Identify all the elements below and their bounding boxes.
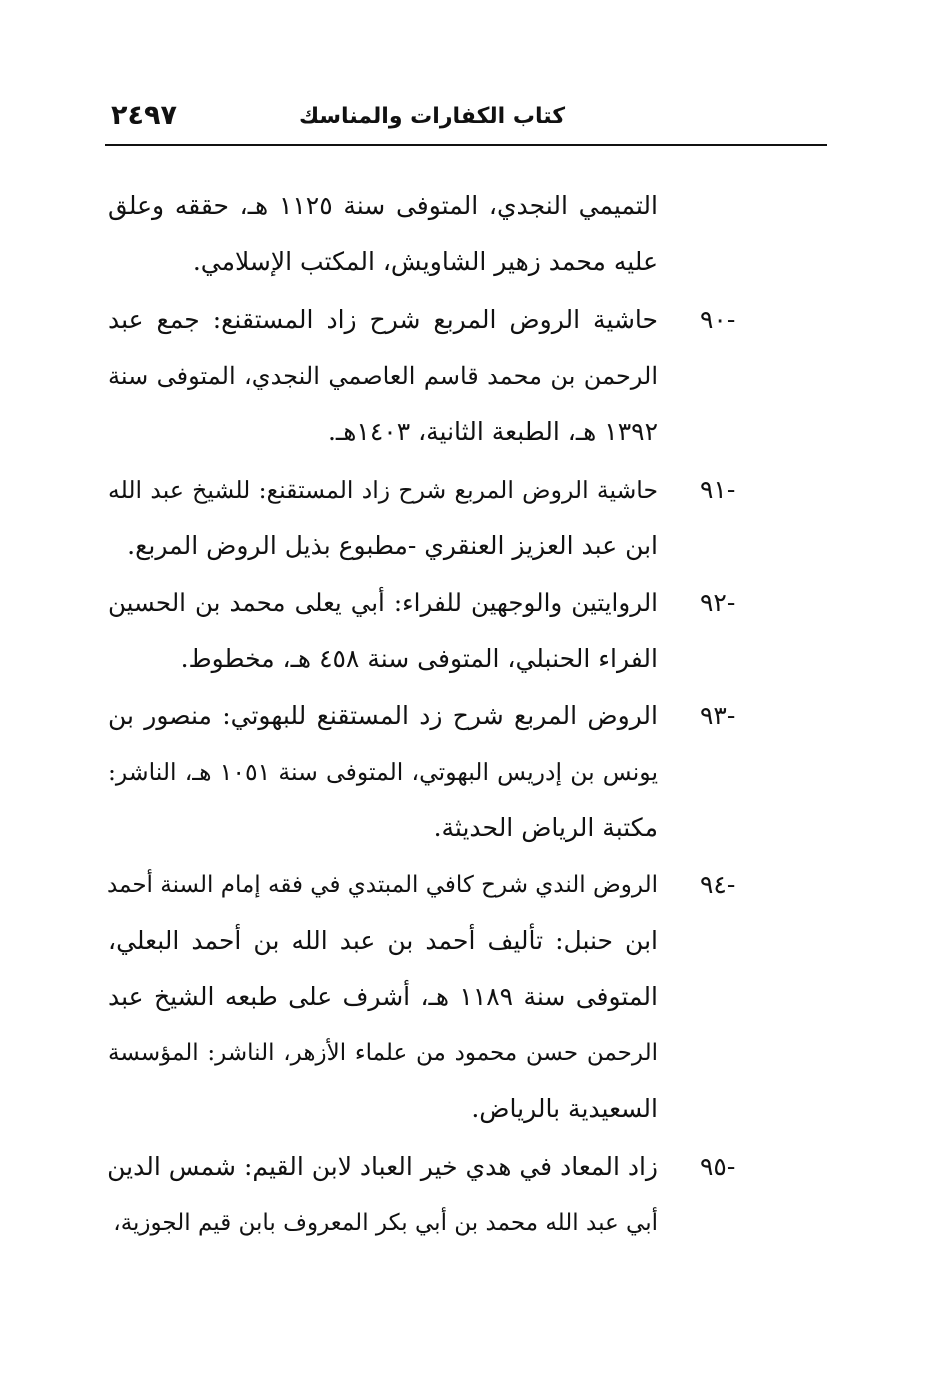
entry-line: المتوفى سنة ١١٨٩ هـ، أشرف على طبعه الشيخ عبد: [108, 982, 658, 1011]
entry-number: -٩٤: [700, 870, 736, 899]
continuation-line: التميمي النجدي، المتوفى سنة ١١٢٥ هـ، حققه وعلق: [108, 191, 658, 220]
entry-line: مكتبة الرياض الحديثة.: [433, 813, 658, 842]
entry-line: الرحمن بن محمد قاسم العاصمي النجدي، المتوفى سنة: [108, 362, 658, 390]
entry-line: الفراء الحنبلي، المتوفى سنة ٤٥٨ هـ، مخطوط.: [180, 644, 658, 673]
entry-number: -٩٠: [700, 305, 736, 334]
page-number: ٢٤٩٧: [111, 100, 177, 131]
entry-number: -٩١: [700, 475, 736, 504]
entry-line: الروايتين والوجهين للفراء: أبي يعلى محمد بن الحسين: [108, 588, 658, 617]
entry-number: -٩٢: [700, 588, 736, 617]
entry-line: يونس بن إدريس البهوتي، المتوفى سنة ١٠٥١ هـ، الناشر:: [108, 758, 658, 786]
entry-line: حاشية الروض المربع شرح زاد المستقنع: للشيخ عبد الله: [108, 476, 658, 504]
entry-line: ابن عبد العزيز العنقري -مطبوع بذيل الروض المربع.: [127, 531, 658, 560]
entry-line: الروض الندي شرح كافي المبتدي في فقه إمام السنة أحمد: [106, 872, 658, 898]
entry-line: ابن حنبل: تأليف أحمد بن عبد الله بن أحمد البعلي،: [108, 926, 658, 955]
entry-line: زاد المعاد في هدي خير العباد لابن القيم: شمس الدين: [107, 1152, 658, 1181]
entry-number: -٩٥: [700, 1152, 736, 1181]
entry-line: الروض المربع شرح زد المستقنع للبهوتي: منصور بن: [108, 701, 658, 730]
entry-line: أبي عبد الله محمد بن أبي بكر المعروف بابن قيم الجوزية،: [113, 1210, 658, 1236]
entry-line: ١٣٩٢ هـ، الطبعة الثانية، ١٤٠٣هـ.: [327, 417, 658, 446]
running-title: كتاب الكفارات والمناسك: [298, 104, 565, 129]
entry-number: -٩٣: [700, 701, 736, 730]
entry-line: السعيدية بالرياض.: [471, 1094, 658, 1123]
entry-line: الرحمن حسن محمود من علماء الأزهر، الناشر: المؤسسة: [108, 1040, 658, 1066]
page-header: [105, 98, 827, 146]
continuation-line: عليه محمد زهير الشاويش، المكتب الإسلامي.: [192, 247, 658, 276]
entry-line: حاشية الروض المربع شرح زاد المستقنع: جمع عبد: [108, 305, 658, 334]
